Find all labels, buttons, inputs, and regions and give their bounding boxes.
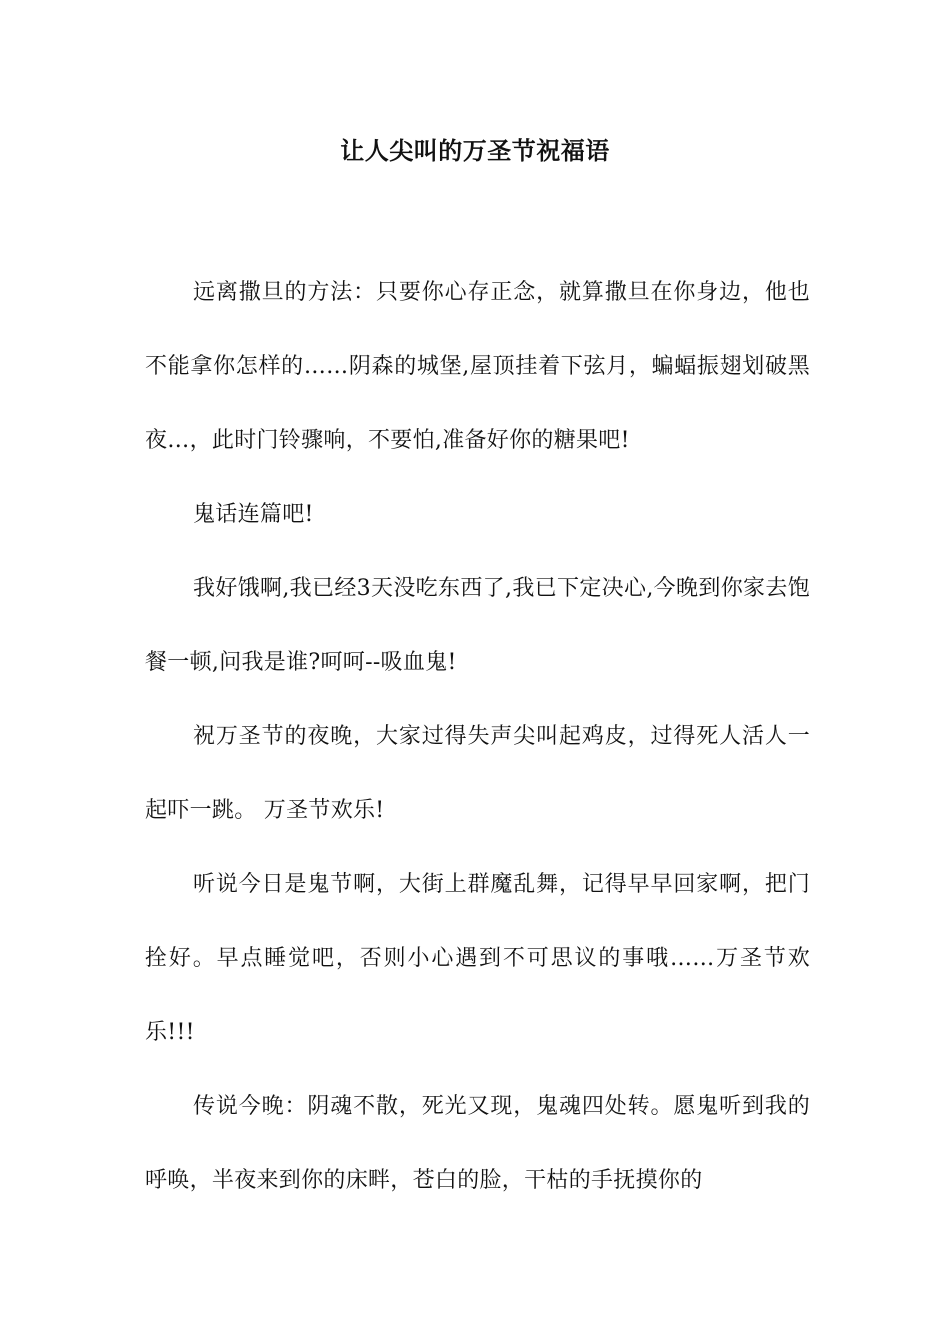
paragraph-3: 我好饿啊,我已经3天没吃东西了,我已下定决心,今晚到你家去饱餐一顿,问我是谁?呵呵--吸血鬼! [145,576,810,675]
paragraph-4: 祝万圣节的夜晚，大家过得失声尖叫起鸡皮，过得死人活人一起吓一跳。 万圣节欢乐! [145,724,810,823]
paragraph-2: 鬼话连篇吧! [193,502,314,527]
paragraph-1: 远离撒旦的方法：只要你心存正念，就算撒旦在你身边，他也不能拿你怎样的……阴森的城堡,屋顶挂着下弦月，蝙蝠振翅划破黑夜…，此时门铃骤响，不要怕,准备好你的糖果吧! [145,280,810,453]
document-body [145,256,810,1218]
paragraph-5: 听说今日是鬼节啊，大街上群魔乱舞，记得早早回家啊，把门拴好。早点睡觉吧，否则小心遇到不可思议的事哦……万圣节欢乐!!! [145,872,810,1045]
paragraph-6: 传说今晚：阴魂不散，死光又现，鬼魂四处转。愿鬼听到我的呼唤，半夜来到你的床畔，苍白的脸，干枯的手抚摸你的 [145,1094,810,1193]
document-title: 让人尖叫的万圣节祝福语 [340,136,610,165]
